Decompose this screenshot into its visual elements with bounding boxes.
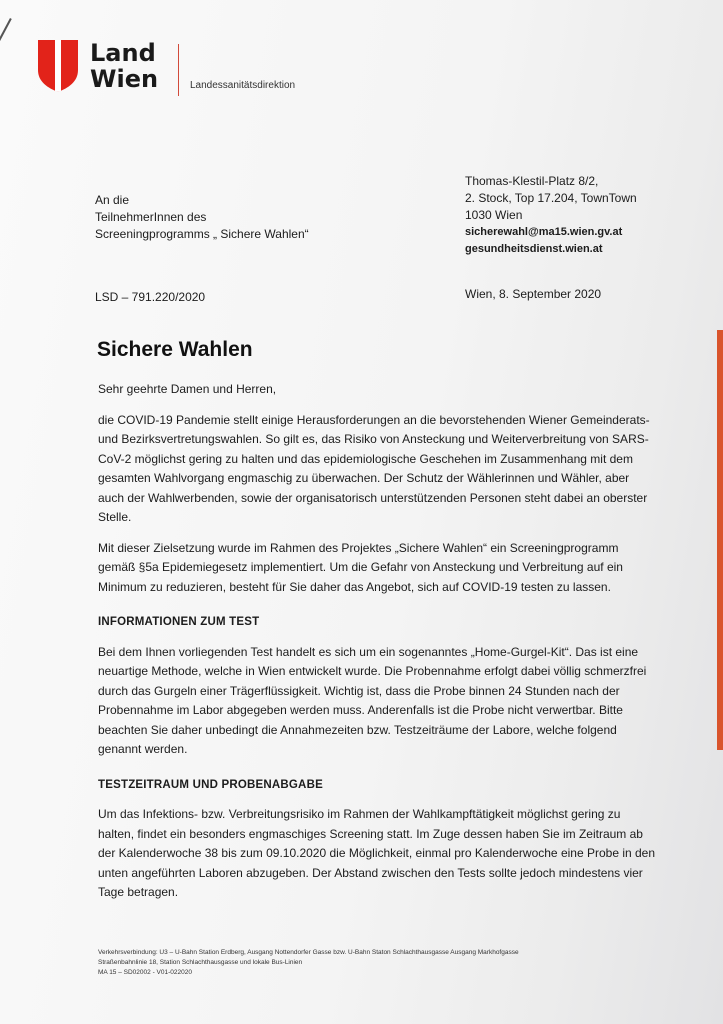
recipient-line: Screeningprogramms „ Sichere Wahlen“ — [95, 227, 309, 241]
logo-divider — [178, 44, 179, 96]
department-name: Landessanitätsdirektion — [190, 80, 296, 91]
letter-title: Sichere Wahlen — [97, 338, 253, 361]
city-logo — [38, 39, 296, 93]
paragraph-program: Mit dieser Zielsetzung wurde im Rahmen des Projektes „Sichere Wahlen“ ein Screeningprogramm gemäß §5a Epidemiegesetz implementiert. Um die Gefahr von Ansteckung und Verbreitung auf ein Minimum zu reduzieren, besteht für Sie daher das Angebot, sich auf COVID-19 testen zu lassen. — [98, 540, 623, 594]
pen-mark — [0, 18, 12, 56]
section-heading-test-info: INFORMATIONEN ZUM TEST — [98, 616, 260, 628]
reference-number: LSD – 791.220/2020 — [95, 290, 206, 304]
paragraph-intro: die COVID-19 Pandemie stellt einige Herausforderungen an die bevorstehenden Wiener Gemeinderats- und Bezirksvertretungswahlen. So gilt es, das Risiko von Ansteckung und Weiterverbreitung von SARS-CoV-2 möglichst gering zu halten und das epidemiologische Geschehen im Zusammenhang mit dem gesamten Wahlvorgang engmaschig zu überwachen. Der Schutz der Wählerinnen und Wähler, aber auch der Wahlwerbenden, sowie der organisatorisch unterstützenden Personen steht dabei an oberster Stelle. — [98, 412, 650, 524]
footer-line: Verkehrsverbindung: U3 – U-Bahn Station Erdberg, Ausgang Nottendorfer Gasse bzw. U-Bahn Staton Schlachthausgasse Ausgang Markhofgasse — [98, 949, 519, 956]
section-heading-test-period: TESTZEITRAUM UND PROBENABGABE — [98, 778, 323, 791]
letter-body — [98, 380, 658, 914]
salutation: Sehr geehrte Damen und Herren, — [98, 382, 277, 396]
background-edge — [717, 330, 723, 750]
logo-line-land: Land — [90, 39, 156, 67]
contact-website: gesundheitsdienst.wien.at — [465, 243, 603, 255]
address-line: Thomas-Klestil-Platz 8/2, — [465, 174, 599, 188]
logo-line-wien: Wien — [90, 65, 159, 93]
vienna-shield-icon — [38, 40, 78, 92]
address-line: 1030 Wien — [465, 208, 523, 222]
sender-address — [465, 173, 637, 258]
paragraph-test-info: Bei dem Ihnen vorliegenden Test handelt es sich um ein sogenanntes „Home-Gurgel-Kit“. Das ist eine neuartige Methode, welche in Wien entwickelt wurde. Die Probennahme erfolgt dabei völlig schmerzfrei durch das Gurgeln einer Trägerflüssigkeit. Wichtig ist, dass die Probe binnen 24 Stunden nach der Probennahme im Labor abgegeben werden muss. Anderenfalls ist die Probe nicht verwertbar. Bitte beachten Sie daher unbedingt die Annahmezeiten bzw. Testzeiträume der Labore, welche folgend genannt werden. — [98, 644, 647, 756]
recipient-line: TeilnehmerInnen des — [95, 210, 207, 224]
recipient-block — [95, 192, 309, 243]
contact-email: sicherewahl@ma15.wien.gv.at — [465, 226, 623, 238]
logo-wordmark — [90, 40, 158, 92]
footer-line: MA 15 – SD02002 - V01-022020 — [98, 969, 192, 976]
paragraph-test-period: Um das Infektions- bzw. Verbreitungsrisiko im Rahmen der Wahlkampftätigkeit möglichst gering zu halten, findet ein besonders engmaschiges Screening statt. Im Zuge dessen haben Sie im Zeitraum ab der Kalenderwoche 38 bis zum 09.10.2020 die Möglichkeit, einmal pro Kalenderwoche eine Probe in den unten angeführten Laboren abzugeben. Der Abstand zwischen den Tests sollte jedoch mindestens vier Tage betragen. — [98, 807, 656, 899]
recipient-line: An die — [95, 193, 130, 207]
letter-date: Wien, 8. September 2020 — [465, 287, 602, 301]
footer — [98, 948, 618, 978]
address-line: 2. Stock, Top 17.204, TownTown — [465, 191, 637, 205]
footer-line: Straßenbahnlinie 18, Station Schlachthausgasse und lokale Bus-Linien — [98, 959, 303, 966]
